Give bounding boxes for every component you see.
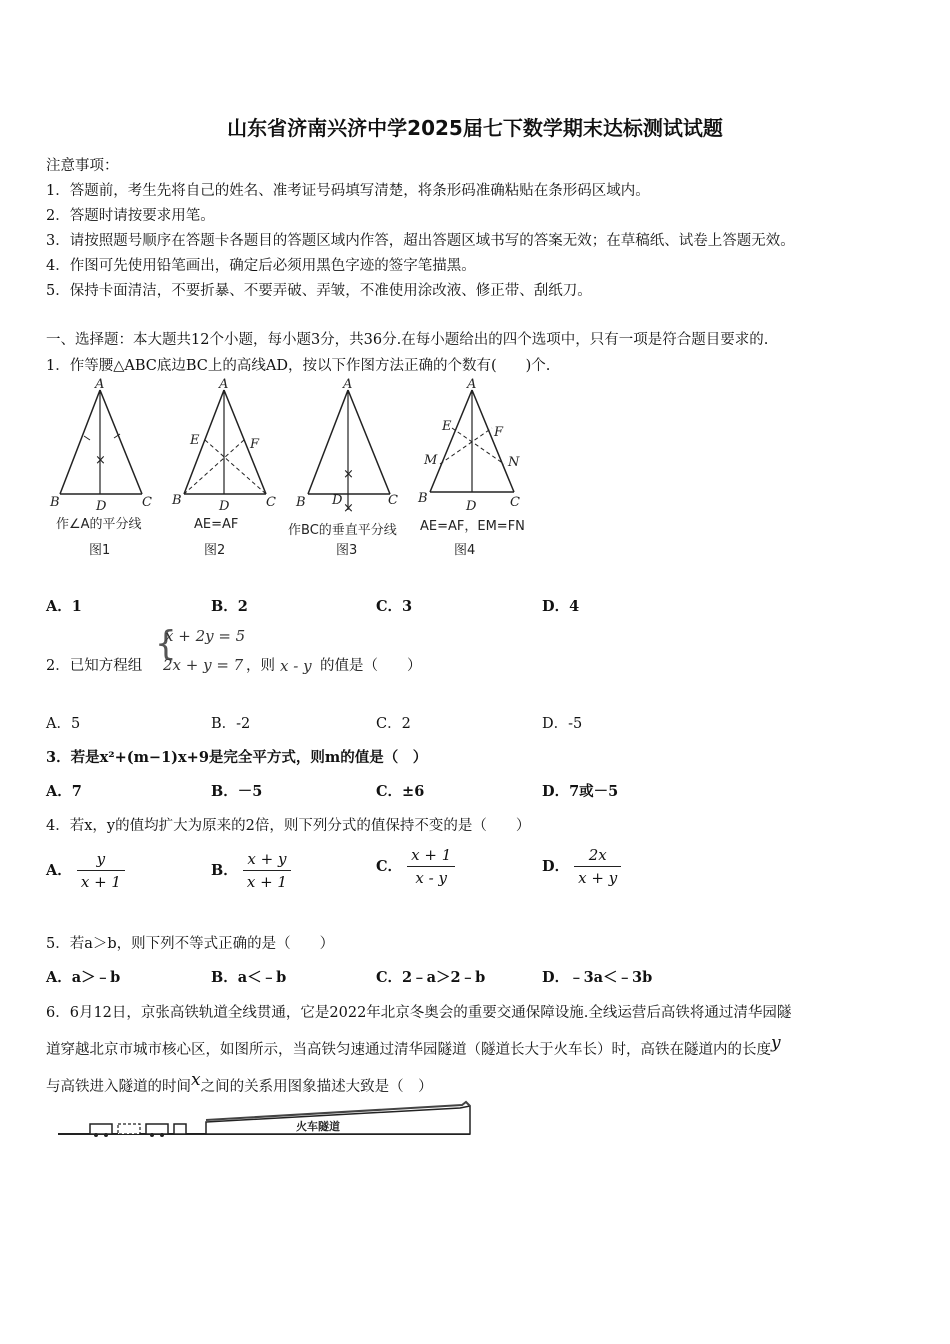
option: A．a＞﹣b	[46, 969, 121, 986]
question-2-suffix: 的值是（ ）	[320, 658, 422, 674]
figure-2	[171, 378, 276, 558]
question-6-line-3: 与高铁进入隧道的时间x之间的关系用图象描述大致是（ ）	[46, 1070, 433, 1095]
vertex-e: E	[442, 419, 452, 434]
option: B．－5	[211, 783, 263, 800]
equation-2: 2x + y = 7	[163, 656, 244, 674]
notice-item: 5．保持卡面清洁，不要折暴、不要弄破、弄皱，不准使用涂改液、修正带、刮纸刀。	[46, 283, 592, 299]
tunnel-illustration	[56, 1100, 476, 1146]
option: D．﹣3a＜﹣3b	[542, 969, 653, 986]
svg-text:×: ×	[343, 501, 354, 516]
option: A．5	[46, 716, 81, 732]
vertex-d: D	[332, 493, 343, 508]
figure-caption: 作∠A的平分线	[56, 517, 142, 532]
equation-1: x + 2y = 5	[165, 627, 246, 645]
figure-label: 图4	[454, 543, 476, 558]
notice-item: 1．答题前，考生先将自己的姓名、准考证号码填写清楚，将条形码准确粘贴在条形码区域内。	[46, 183, 650, 199]
vertex-c: C	[142, 495, 152, 510]
vertex-c: C	[510, 495, 520, 510]
figure-4	[417, 378, 525, 558]
expression: x - y	[280, 657, 312, 675]
option: B．2	[211, 598, 248, 615]
question-6-line-1: 6．6月12日，京张高铁轨道全线贯通，它是2022年北京冬奥会的重要交通保障设施.全线运营后高铁将通过清华园隧	[46, 1005, 792, 1021]
vertex-d: D	[219, 499, 230, 514]
question-6-line-2: 道穿越北京市城市核心区，如图所示，当高铁匀速通过清华园隧道（隧道长大于火车长）时，高铁在隧道内的长度y	[46, 1033, 781, 1058]
vertex-c: C	[266, 495, 276, 510]
figure-caption: 作BC的垂直平分线	[288, 523, 397, 538]
vertex-a: A	[219, 378, 229, 392]
option: C．2	[376, 716, 411, 732]
vertex-d: D	[96, 499, 107, 514]
figure-caption: AE=AF	[194, 517, 239, 532]
option: C．2﹣a＞2﹣b	[376, 969, 486, 986]
vertex-m: M	[424, 453, 438, 468]
option: C．±6	[376, 783, 425, 800]
vertex-a: A	[467, 378, 477, 392]
option: A．1	[46, 598, 82, 615]
figure-1	[49, 378, 152, 558]
notice-item: 4．作图可先使用铅笔画出，确定后必须用黑色字迹的签字笔描黑。	[46, 258, 476, 274]
train-car	[146, 1124, 168, 1134]
option: A．7	[46, 783, 82, 800]
option-b: B． $\frac{x + y}{x + 1}$	[211, 850, 291, 891]
question-4-stem: 4．若x，y的值均扩大为原来的2倍，则下列分式的值保持不变的是（ ）	[46, 818, 531, 834]
question-2-prefix: 2．已知方程组	[46, 658, 143, 674]
question-5-stem: 5．若a＞b，则下列不等式正确的是（ ）	[46, 936, 335, 952]
option-a: A． $\frac{y}{x + 1}$	[46, 850, 125, 891]
train-car	[174, 1124, 186, 1134]
vertex-b: B	[172, 493, 182, 508]
brace: {	[155, 624, 177, 664]
vertex-b: B	[418, 491, 428, 506]
figure-label: 图3	[336, 543, 358, 558]
question-2-then: ，则	[246, 658, 275, 674]
section-heading: 一、选择题：本大题共12个小题，每小题3分，共36分.在每小题给出的四个选项中，只有一项是符合题目要求的.	[46, 332, 769, 348]
train-car	[118, 1124, 140, 1134]
vertex-f: F	[494, 425, 504, 440]
option: B．a＜﹣b	[211, 969, 287, 986]
option: B．-2	[211, 716, 251, 732]
vertex-b: B	[296, 495, 306, 510]
notice-item: 3．请按照题号顺序在答题卡各题目的答题区域内作答，超出答题区域书写的答案无效；在草稿纸、试卷上答题无效。	[46, 233, 795, 249]
figure-caption: AE=AF，EM=FN	[420, 519, 525, 534]
tunnel-label: 火车隧道	[296, 1120, 340, 1133]
svg-text:×: ×	[95, 453, 106, 468]
option: D．4	[542, 598, 580, 615]
figure-label: 图2	[204, 543, 226, 558]
page-title: 山东省济南兴济中学2025届七下数学期末达标测试试题	[227, 116, 723, 140]
vertex-a: A	[343, 378, 353, 392]
option-c: C． $\frac{x + 1}{x - y}$	[376, 846, 455, 887]
figure-label: 图1	[89, 543, 111, 558]
option: C．3	[376, 598, 413, 615]
train-car	[90, 1124, 112, 1134]
option-d: D． $\frac{2x}{x + y}$	[542, 846, 621, 887]
option: D．-5	[542, 716, 583, 732]
vertex-d: D	[466, 499, 477, 514]
svg-text:×: ×	[343, 467, 354, 482]
option: D．7或－5	[542, 783, 619, 800]
notice-heading: 注意事项：	[46, 158, 119, 174]
notice-item: 2．答题时请按要求用笔。	[46, 208, 215, 224]
vertex-f: F	[250, 437, 260, 452]
q1-figures	[44, 378, 544, 568]
vertex-b: B	[50, 495, 60, 510]
vertex-e: E	[190, 433, 200, 448]
vertex-c: C	[388, 493, 398, 508]
question-3-stem: 3．若是x²+(m−1)x+9是完全平方式，则m的值是（ ）	[46, 749, 428, 766]
vertex-a: A	[95, 378, 105, 392]
vertex-n: N	[508, 455, 520, 470]
figure-3	[288, 378, 398, 558]
question-1-stem: 1．作等腰△ABC底边BC上的高线AD，按以下作图方法正确的个数有( )个.	[46, 358, 551, 374]
